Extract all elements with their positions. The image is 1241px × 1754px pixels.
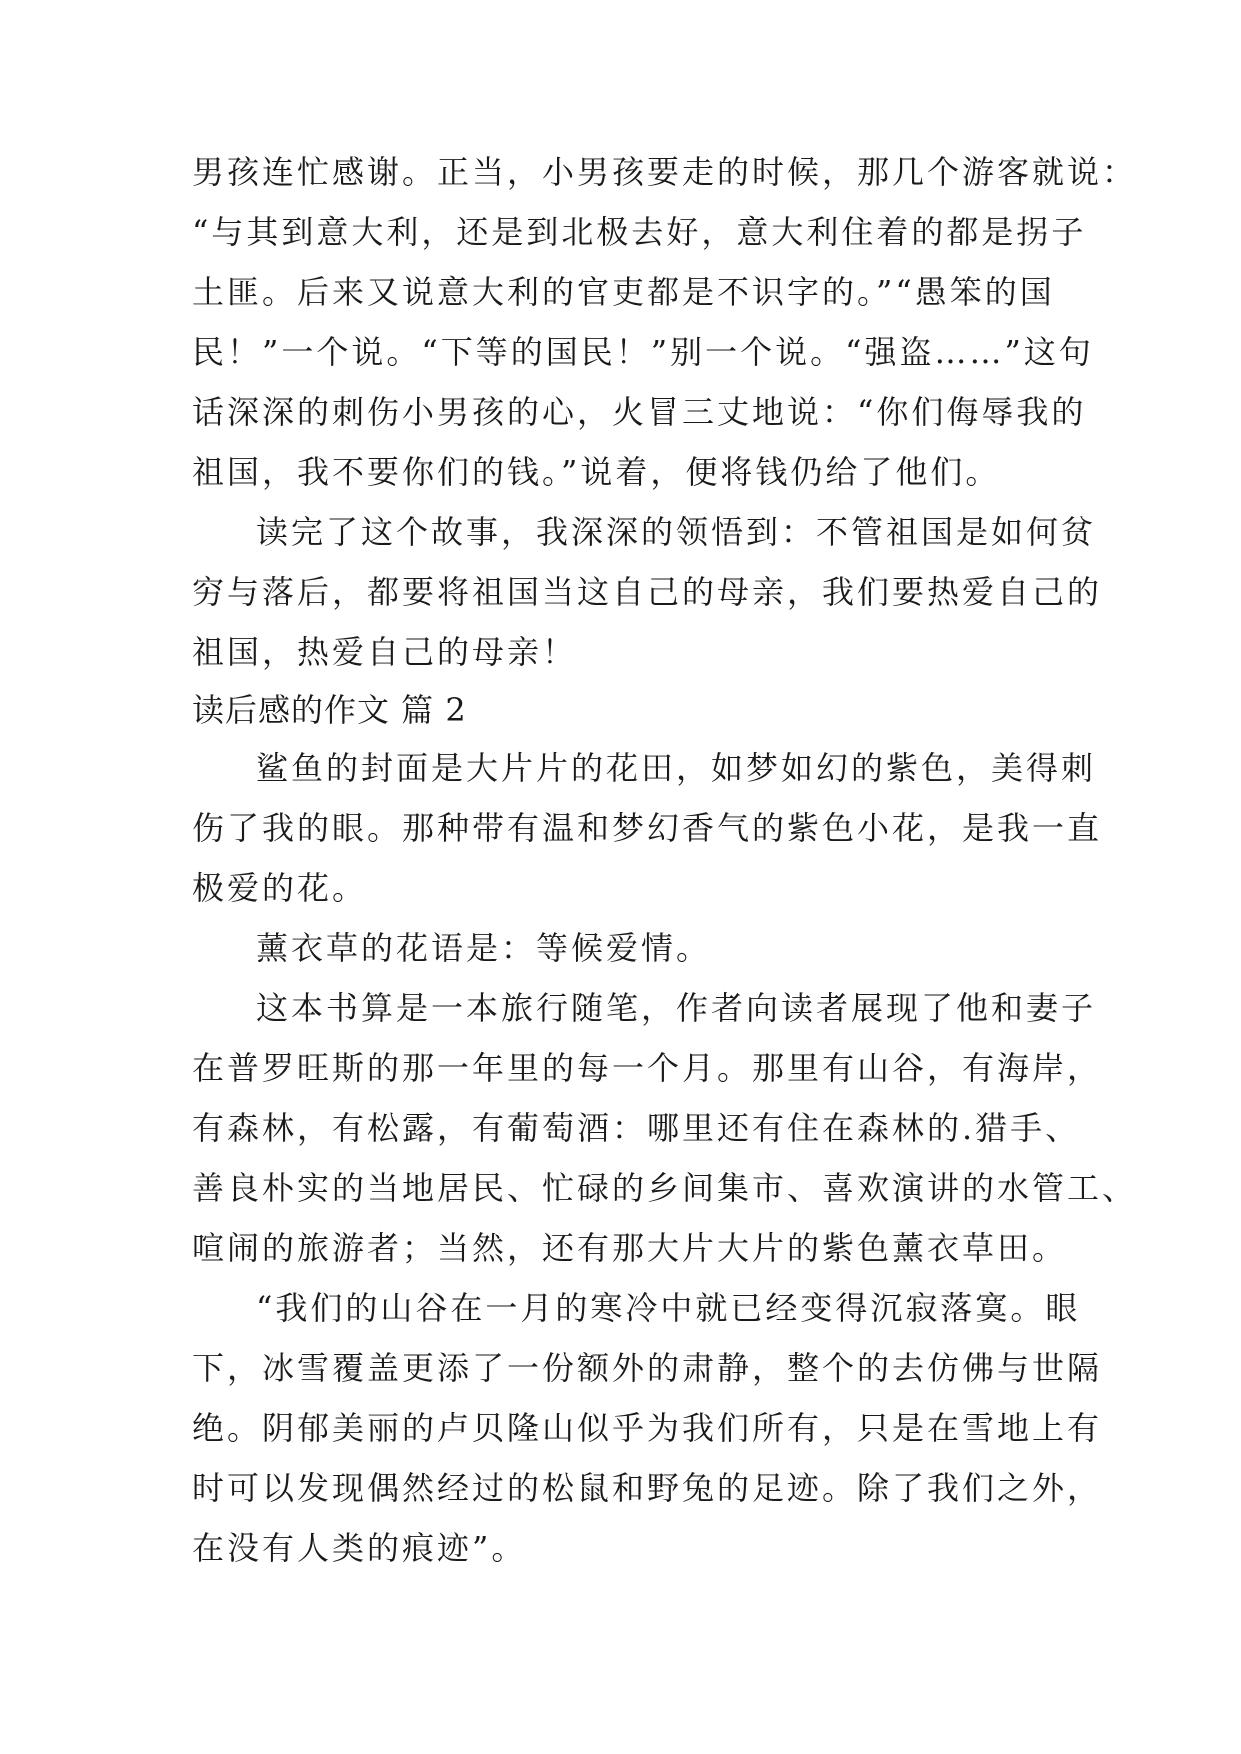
- paragraph-line: 在没有人类的痕迹”。: [192, 1529, 527, 1567]
- paragraph-line: 喧闹的旅游者；当然，还有那大片大片的紫色薰衣草田。: [192, 1229, 1068, 1267]
- paragraph-line: “我们的山谷在一月的寒冷中就已经变得沉寂落寞。眼: [256, 1289, 1081, 1327]
- paragraph-line: 下，冰雪覆盖更添了一份额外的肃静，整个的去仿佛与世隔: [192, 1349, 1103, 1387]
- paragraph-line: 在普罗旺斯的那一年里的每一个月。那里有山谷，有海岸，: [192, 1049, 1103, 1087]
- section-heading: 读后感的作文 篇 2: [192, 691, 467, 729]
- paragraph-line: 伤了我的眼。那种带有温和梦幻香气的紫色小花，是我一直: [192, 809, 1103, 847]
- paragraph-line: 祖国，热爱自己的母亲！: [192, 633, 578, 671]
- paragraph-line: 这本书算是一本旅行随笔，作者向读者展现了他和妻子: [256, 989, 1097, 1027]
- paragraph-line: 鲨鱼的封面是大片片的花田，如梦如幻的紫色，美得刺: [256, 749, 1097, 787]
- paragraph-line: 土匪。后来又说意大利的官吏都是不识字的。”“愚笨的国: [192, 273, 1055, 311]
- paragraph-line: 薰衣草的花语是：等候爱情。: [256, 929, 712, 967]
- paragraph-line: 祖国，我不要你们的钱。”说着，便将钱仍给了他们。: [192, 453, 1001, 491]
- paragraph-line: 有森林，有松露，有葡萄酒：哪里还有住在森林的.猎手、: [192, 1109, 1081, 1147]
- paragraph-line: 穷与落后，都要将祖国当这自己的母亲，我们要热爱自己的: [192, 573, 1103, 611]
- paragraph-line: 男孩连忙感谢。正当，小男孩要走的时候，那几个游客就说：: [192, 153, 1138, 191]
- paragraph-line: 善良朴实的当地居民、忙碌的乡间集市、喜欢演讲的水管工、: [192, 1169, 1138, 1207]
- paragraph-line: 绝。阴郁美丽的卢贝隆山似乎为我们所有，只是在雪地上有: [192, 1409, 1103, 1447]
- paragraph-line: 话深深的刺伤小男孩的心，火冒三丈地说：“你们侮辱我的: [192, 393, 1087, 431]
- paragraph-line: “与其到意大利，还是到北极去好，意大利住着的都是拐子: [192, 213, 1087, 251]
- paragraph-line: 极爱的花。: [192, 869, 368, 907]
- paragraph-line: 读完了这个故事，我深深的领悟到：不管祖国是如何贫: [256, 513, 1097, 551]
- paragraph-line: 民！”一个说。“下等的国民！”别一个说。“强盗……”这句: [192, 333, 1094, 371]
- paragraph-line: 时可以发现偶然经过的松鼠和野兔的足迹。除了我们之外，: [192, 1469, 1103, 1507]
